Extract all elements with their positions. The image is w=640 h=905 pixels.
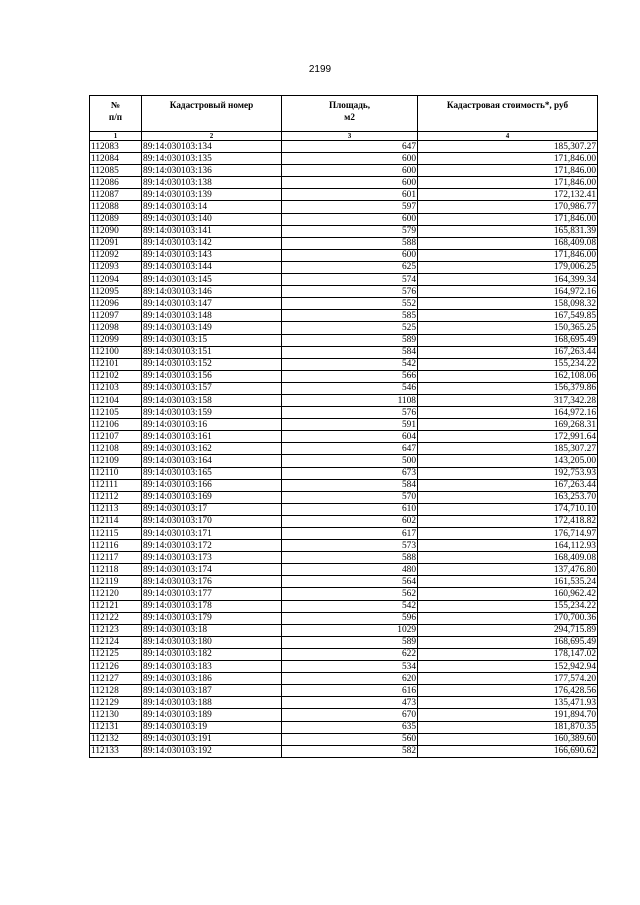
row-number-cell: 112094 <box>90 274 142 286</box>
row-number-cell: 112124 <box>90 636 142 648</box>
area-cell: 573 <box>282 540 418 552</box>
row-number-cell: 112129 <box>90 697 142 709</box>
row-number-cell: 112118 <box>90 564 142 576</box>
table-row <box>90 165 598 177</box>
header-cadastral-number-line1: Кадастровый номер <box>169 100 254 110</box>
row-number-cell: 112090 <box>90 225 142 237</box>
cadastral-value-cell: 163,253.70 <box>418 491 598 503</box>
table-row <box>90 419 598 431</box>
cadastre-table <box>89 95 598 758</box>
cadastral-number-cell: 89:14:030103:162 <box>142 443 282 455</box>
table-row <box>90 310 598 322</box>
area-cell: 566 <box>282 370 418 382</box>
area-cell: 602 <box>282 515 418 527</box>
table-row <box>90 213 598 225</box>
table-row <box>90 201 598 213</box>
cadastral-value-cell: 168,409.08 <box>418 552 598 564</box>
area-cell: 1029 <box>282 624 418 636</box>
cadastral-number-cell: 89:14:030103:18 <box>142 624 282 636</box>
row-number-cell: 112111 <box>90 479 142 491</box>
row-number-cell: 112128 <box>90 685 142 697</box>
table-row <box>90 600 598 612</box>
header-row-number-line1: № <box>110 100 121 110</box>
area-cell: 600 <box>282 249 418 261</box>
cadastral-value-cell: 185,307.27 <box>418 443 598 455</box>
row-number-cell: 112116 <box>90 540 142 552</box>
area-cell: 596 <box>282 612 418 624</box>
table-row <box>90 709 598 721</box>
area-cell: 560 <box>282 733 418 745</box>
cadastral-value-cell: 170,700.36 <box>418 612 598 624</box>
area-cell: 1108 <box>282 394 418 406</box>
cadastral-value-cell: 161,535.24 <box>418 576 598 588</box>
area-cell: 562 <box>282 588 418 600</box>
cadastral-value-cell: 171,846.00 <box>418 153 598 165</box>
cadastral-number-cell: 89:14:030103:144 <box>142 261 282 273</box>
row-number-cell: 112085 <box>90 165 142 177</box>
cadastral-number-cell: 89:14:030103:17 <box>142 503 282 515</box>
cadastral-number-cell: 89:14:030103:189 <box>142 709 282 721</box>
row-number-cell: 112092 <box>90 249 142 261</box>
table-row <box>90 515 598 527</box>
table-row <box>90 636 598 648</box>
cadastral-number-cell: 89:14:030103:180 <box>142 636 282 648</box>
table-row <box>90 334 598 346</box>
header-area-line1: Площадь, <box>328 100 371 110</box>
row-number-cell: 112112 <box>90 491 142 503</box>
row-number-cell: 112117 <box>90 552 142 564</box>
area-cell: 552 <box>282 298 418 310</box>
area-cell: 625 <box>282 261 418 273</box>
cadastral-value-cell: 178,147.02 <box>418 648 598 660</box>
table-row <box>90 153 598 165</box>
page-number: 2199 <box>308 64 332 75</box>
cadastral-value-cell: 164,972.16 <box>418 286 598 298</box>
cadastral-number-cell: 89:14:030103:161 <box>142 431 282 443</box>
area-cell: 610 <box>282 503 418 515</box>
row-number-cell: 112101 <box>90 358 142 370</box>
area-cell: 480 <box>282 564 418 576</box>
row-number-cell: 112108 <box>90 443 142 455</box>
cadastral-value-cell: 155,234.22 <box>418 600 598 612</box>
cadastral-number-cell: 89:14:030103:134 <box>142 141 282 153</box>
area-cell: 584 <box>282 479 418 491</box>
table-row <box>90 431 598 443</box>
cadastral-number-cell: 89:14:030103:135 <box>142 153 282 165</box>
table-row <box>90 503 598 515</box>
area-cell: 525 <box>282 322 418 334</box>
cadastral-number-cell: 89:14:030103:136 <box>142 165 282 177</box>
cadastral-number-cell: 89:14:030103:152 <box>142 358 282 370</box>
cadastral-value-cell: 172,418.82 <box>418 515 598 527</box>
row-number-cell: 112105 <box>90 407 142 419</box>
cadastral-value-cell: 181,870.35 <box>418 721 598 733</box>
cadastral-value-cell: 167,263.44 <box>418 346 598 358</box>
row-number-cell: 112132 <box>90 733 142 745</box>
row-number-cell: 112106 <box>90 419 142 431</box>
cadastral-value-cell: 172,991.64 <box>418 431 598 443</box>
cadastral-number-cell: 89:14:030103:170 <box>142 515 282 527</box>
area-cell: 620 <box>282 673 418 685</box>
cadastral-number-cell: 89:14:030103:183 <box>142 661 282 673</box>
cadastral-number-cell: 89:14:030103:172 <box>142 540 282 552</box>
table-row <box>90 189 598 201</box>
area-cell: 576 <box>282 407 418 419</box>
area-cell: 542 <box>282 600 418 612</box>
cadastral-number-cell: 89:14:030103:146 <box>142 286 282 298</box>
area-cell: 588 <box>282 237 418 249</box>
row-number-cell: 112083 <box>90 141 142 153</box>
cadastral-value-cell: 135,471.93 <box>418 697 598 709</box>
area-cell: 546 <box>282 382 418 394</box>
area-cell: 616 <box>282 685 418 697</box>
table-row <box>90 407 598 419</box>
cadastral-value-cell: 168,695.49 <box>418 636 598 648</box>
cadastral-number-cell: 89:14:030103:16 <box>142 419 282 431</box>
table-row <box>90 346 598 358</box>
table-row <box>90 588 598 600</box>
table-row <box>90 564 598 576</box>
area-cell: 604 <box>282 431 418 443</box>
table-row <box>90 467 598 479</box>
row-number-cell: 112104 <box>90 394 142 406</box>
header-cadastral-number <box>142 96 282 132</box>
cadastral-number-cell: 89:14:030103:139 <box>142 189 282 201</box>
header-cadastral-value <box>418 96 598 132</box>
area-cell: 600 <box>282 153 418 165</box>
row-number-cell: 112102 <box>90 370 142 382</box>
cadastral-value-cell: 165,831.39 <box>418 225 598 237</box>
row-number-cell: 112091 <box>90 237 142 249</box>
row-number-cell: 112121 <box>90 600 142 612</box>
table-row <box>90 394 598 406</box>
cadastral-number-cell: 89:14:030103:147 <box>142 298 282 310</box>
area-cell: 574 <box>282 274 418 286</box>
table-row <box>90 358 598 370</box>
area-cell: 617 <box>282 528 418 540</box>
table-body <box>90 141 598 758</box>
area-cell: 647 <box>282 141 418 153</box>
table-row <box>90 745 598 757</box>
table-row <box>90 685 598 697</box>
row-number-cell: 112114 <box>90 515 142 527</box>
cadastral-value-cell: 171,846.00 <box>418 213 598 225</box>
area-cell: 585 <box>282 310 418 322</box>
cadastral-number-cell: 89:14:030103:165 <box>142 467 282 479</box>
cadastral-value-cell: 174,710.10 <box>418 503 598 515</box>
table-row <box>90 528 598 540</box>
cadastral-number-cell: 89:14:030103:151 <box>142 346 282 358</box>
cadastral-number-cell: 89:14:030103:14 <box>142 201 282 213</box>
area-cell: 500 <box>282 455 418 467</box>
row-number-cell: 112113 <box>90 503 142 515</box>
cadastral-value-cell: 156,379.86 <box>418 382 598 394</box>
cadastral-value-cell: 162,108.06 <box>418 370 598 382</box>
cadastral-number-cell: 89:14:030103:142 <box>142 237 282 249</box>
area-cell: 473 <box>282 697 418 709</box>
cadastral-number-cell: 89:14:030103:177 <box>142 588 282 600</box>
row-number-cell: 112098 <box>90 322 142 334</box>
cadastral-number-cell: 89:14:030103:145 <box>142 274 282 286</box>
cadastral-number-cell: 89:14:030103:138 <box>142 177 282 189</box>
cadastral-number-cell: 89:14:030103:178 <box>142 600 282 612</box>
cadastral-value-cell: 164,112.93 <box>418 540 598 552</box>
cadastral-number-cell: 89:14:030103:192 <box>142 745 282 757</box>
row-number-cell: 112115 <box>90 528 142 540</box>
area-cell: 670 <box>282 709 418 721</box>
cadastral-value-cell: 160,389.60 <box>418 733 598 745</box>
table-row <box>90 576 598 588</box>
cadastral-number-cell: 89:14:030103:166 <box>142 479 282 491</box>
row-number-cell: 112122 <box>90 612 142 624</box>
row-number-cell: 112131 <box>90 721 142 733</box>
cadastral-value-cell: 177,574.20 <box>418 673 598 685</box>
row-number-cell: 112107 <box>90 431 142 443</box>
cadastral-number-cell: 89:14:030103:141 <box>142 225 282 237</box>
cadastral-value-cell: 137,476.80 <box>418 564 598 576</box>
cadastral-number-cell: 89:14:030103:186 <box>142 673 282 685</box>
area-cell: 564 <box>282 576 418 588</box>
area-cell: 534 <box>282 661 418 673</box>
cadastral-value-cell: 167,549.85 <box>418 310 598 322</box>
area-cell: 584 <box>282 346 418 358</box>
area-cell: 576 <box>282 286 418 298</box>
table-row <box>90 261 598 273</box>
table-row <box>90 370 598 382</box>
cadastral-number-cell: 89:14:030103:164 <box>142 455 282 467</box>
cadastral-value-cell: 152,942.94 <box>418 661 598 673</box>
cadastral-number-cell: 89:14:030103:191 <box>142 733 282 745</box>
cadastral-number-cell: 89:14:030103:179 <box>142 612 282 624</box>
row-number-cell: 112097 <box>90 310 142 322</box>
column-index: 4 <box>418 132 598 141</box>
table-row <box>90 141 598 153</box>
area-cell: 570 <box>282 491 418 503</box>
area-cell: 591 <box>282 419 418 431</box>
header-area <box>282 96 418 132</box>
area-cell: 600 <box>282 213 418 225</box>
table-row <box>90 455 598 467</box>
cadastral-value-cell: 164,972.16 <box>418 407 598 419</box>
row-number-cell: 112109 <box>90 455 142 467</box>
area-cell: 579 <box>282 225 418 237</box>
area-cell: 582 <box>282 745 418 757</box>
table-row <box>90 624 598 636</box>
area-cell: 542 <box>282 358 418 370</box>
cadastral-value-cell: 164,399.34 <box>418 274 598 286</box>
cadastral-value-cell: 294,715.89 <box>418 624 598 636</box>
column-index: 2 <box>142 132 282 141</box>
table-row <box>90 237 598 249</box>
cadastral-value-cell: 168,409.08 <box>418 237 598 249</box>
cadastral-value-cell: 170,986.77 <box>418 201 598 213</box>
area-cell: 673 <box>282 467 418 479</box>
cadastral-value-cell: 150,365.25 <box>418 322 598 334</box>
cadastral-value-cell: 171,846.00 <box>418 177 598 189</box>
cadastral-number-cell: 89:14:030103:156 <box>142 370 282 382</box>
row-number-cell: 112086 <box>90 177 142 189</box>
header-area-line2: м2 <box>344 112 355 122</box>
cadastral-number-cell: 89:14:030103:171 <box>142 528 282 540</box>
row-number-cell: 112127 <box>90 673 142 685</box>
area-cell: 588 <box>282 552 418 564</box>
row-number-cell: 112119 <box>90 576 142 588</box>
table-row <box>90 697 598 709</box>
cadastral-number-cell: 89:14:030103:188 <box>142 697 282 709</box>
table-row <box>90 249 598 261</box>
row-number-cell: 112133 <box>90 745 142 757</box>
cadastral-number-cell: 89:14:030103:19 <box>142 721 282 733</box>
cadastral-number-cell: 89:14:030103:143 <box>142 249 282 261</box>
row-number-cell: 112100 <box>90 346 142 358</box>
cadastral-value-cell: 185,307.27 <box>418 141 598 153</box>
cadastral-value-cell: 171,846.00 <box>418 165 598 177</box>
cadastral-value-cell: 179,006.25 <box>418 261 598 273</box>
cadastral-number-cell: 89:14:030103:148 <box>142 310 282 322</box>
cadastral-value-cell: 158,098.32 <box>418 298 598 310</box>
row-number-cell: 112093 <box>90 261 142 273</box>
header-row <box>90 96 598 132</box>
area-cell: 589 <box>282 334 418 346</box>
cadastral-number-cell: 89:14:030103:140 <box>142 213 282 225</box>
cadastral-value-cell: 171,846.00 <box>418 249 598 261</box>
cadastral-value-cell: 155,234.22 <box>418 358 598 370</box>
row-number-cell: 112123 <box>90 624 142 636</box>
table-row <box>90 479 598 491</box>
row-number-cell: 112088 <box>90 201 142 213</box>
cadastral-number-cell: 89:14:030103:158 <box>142 394 282 406</box>
table-row <box>90 721 598 733</box>
table-row <box>90 648 598 660</box>
cadastral-number-cell: 89:14:030103:176 <box>142 576 282 588</box>
cadastral-number-cell: 89:14:030103:157 <box>142 382 282 394</box>
area-cell: 597 <box>282 201 418 213</box>
cadastral-value-cell: 167,263.44 <box>418 479 598 491</box>
area-cell: 600 <box>282 165 418 177</box>
row-number-cell: 112120 <box>90 588 142 600</box>
row-number-cell: 112095 <box>90 286 142 298</box>
area-cell: 635 <box>282 721 418 733</box>
cadastral-value-cell: 169,268.31 <box>418 419 598 431</box>
row-number-cell: 112099 <box>90 334 142 346</box>
area-cell: 600 <box>282 177 418 189</box>
table-row <box>90 382 598 394</box>
area-cell: 589 <box>282 636 418 648</box>
row-number-cell: 112087 <box>90 189 142 201</box>
cadastral-number-cell: 89:14:030103:149 <box>142 322 282 334</box>
cadastral-value-cell: 143,205.00 <box>418 455 598 467</box>
row-number-cell: 112125 <box>90 648 142 660</box>
area-cell: 647 <box>282 443 418 455</box>
cadastral-value-cell: 192,753.93 <box>418 467 598 479</box>
table-row <box>90 274 598 286</box>
row-number-cell: 112126 <box>90 661 142 673</box>
cadastral-number-cell: 89:14:030103:169 <box>142 491 282 503</box>
cadastral-value-cell: 166,690.62 <box>418 745 598 757</box>
table-row <box>90 177 598 189</box>
table-row <box>90 443 598 455</box>
table-row <box>90 612 598 624</box>
cadastral-value-cell: 168,695.49 <box>418 334 598 346</box>
table-row <box>90 552 598 564</box>
row-number-cell: 112096 <box>90 298 142 310</box>
column-index: 3 <box>282 132 418 141</box>
row-number-cell: 112130 <box>90 709 142 721</box>
cadastral-value-cell: 191,894.70 <box>418 709 598 721</box>
cadastral-number-cell: 89:14:030103:187 <box>142 685 282 697</box>
table-row <box>90 491 598 503</box>
table-row <box>90 661 598 673</box>
cadastral-number-cell: 89:14:030103:15 <box>142 334 282 346</box>
column-index-row <box>90 132 598 141</box>
cadastral-number-cell: 89:14:030103:159 <box>142 407 282 419</box>
table-row <box>90 322 598 334</box>
header-row-number <box>90 96 142 132</box>
table-row <box>90 540 598 552</box>
area-cell: 622 <box>282 648 418 660</box>
area-cell: 601 <box>282 189 418 201</box>
row-number-cell: 112110 <box>90 467 142 479</box>
cadastral-number-cell: 89:14:030103:182 <box>142 648 282 660</box>
table-row <box>90 225 598 237</box>
row-number-cell: 112084 <box>90 153 142 165</box>
cadastral-value-cell: 317,342.28 <box>418 394 598 406</box>
cadastral-value-cell: 176,714.97 <box>418 528 598 540</box>
header-row-number-line2: п/п <box>108 112 123 122</box>
cadastral-number-cell: 89:14:030103:174 <box>142 564 282 576</box>
table-row <box>90 286 598 298</box>
column-index: 1 <box>90 132 142 141</box>
cadastral-value-cell: 160,962.42 <box>418 588 598 600</box>
row-number-cell: 112089 <box>90 213 142 225</box>
header-cadastral-value-line1: Кадастровая стоимость*, руб <box>446 100 569 110</box>
row-number-cell: 112103 <box>90 382 142 394</box>
cadastral-value-cell: 172,132.41 <box>418 189 598 201</box>
table-row <box>90 733 598 745</box>
cadastral-value-cell: 176,428.56 <box>418 685 598 697</box>
cadastral-number-cell: 89:14:030103:173 <box>142 552 282 564</box>
table-row <box>90 298 598 310</box>
table-row <box>90 673 598 685</box>
